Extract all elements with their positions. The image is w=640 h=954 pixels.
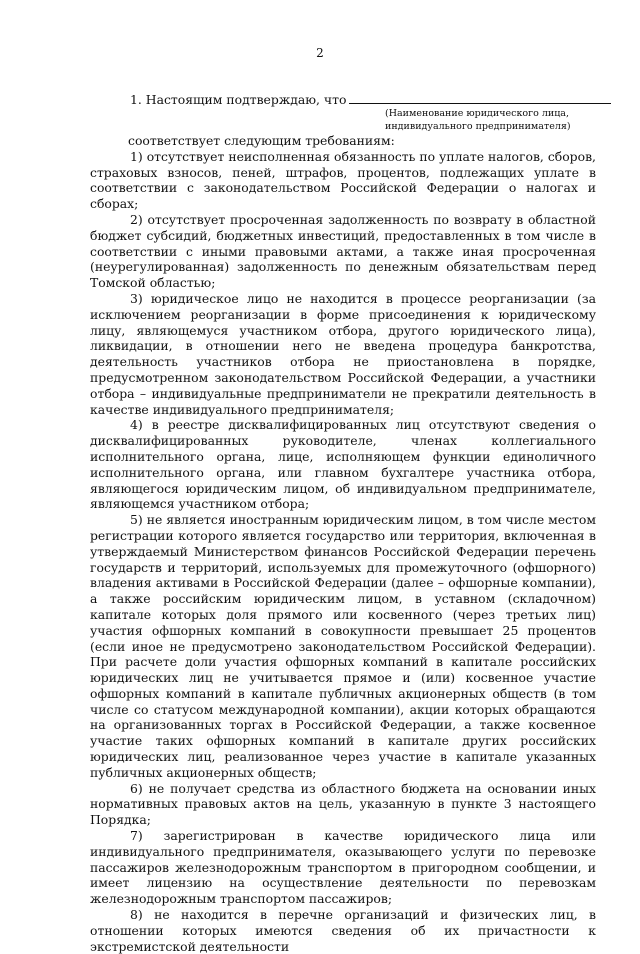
requirement-item-5 xyxy=(90,512,596,781)
requirement-item-2 xyxy=(90,212,596,291)
requirement-item-3 xyxy=(90,291,596,417)
requirement-item-8 xyxy=(90,907,596,954)
item-text: в реестре дисквалифицированных лиц отсутствуют сведения о дисквалифицированных руководителе, членах коллегиального исполнительного органа, лице, исполняющем функции единоличного исполнительного органа, или главном бухгалтере участника отбора, являющегося юридическим лицом, об индивидуальном предпринимателе, являющемся участником отбора; xyxy=(90,417,596,512)
requirement-item-1 xyxy=(90,149,596,212)
item-number: 1) xyxy=(130,148,143,164)
caption-line-2: индивидуального предпринимателя) xyxy=(385,121,571,132)
requirement-item-4 xyxy=(90,417,596,512)
item-number: 4) xyxy=(130,417,143,433)
item-number: 8) xyxy=(130,907,143,923)
item-text: отсутствует просроченная задолженность по возврату в областной бюджет субсидий, бюджетных инвестиций, предоставленных в том числе в соответствии с иными правовыми актами, а также иная просроченная (неурегулированная) задолженность по денежным обязательствам перед Томской областью; xyxy=(90,211,596,291)
requirements-body xyxy=(90,133,596,954)
item-number: 3) xyxy=(130,290,143,306)
requirement-item-7 xyxy=(90,828,596,907)
requirement-item-6 xyxy=(90,781,596,828)
requirements-lead: соответствует следующим требованиям: xyxy=(128,133,395,148)
intro-text: 1. Настоящим подтверждаю, что xyxy=(130,92,347,107)
item-number: 5) xyxy=(130,512,143,528)
item-text: не является иностранным юридическим лицом, в том числе местом регистрации которого является государство или территория, включенная в утверждаемый Министерством финансов Российской Федерации перечень государств и территорий, используемых для промежуточного (офшорного) владения активами в Российской Федерации (далее – офшорные компании), а также российским юридическим лицом, в уставном (складочном) капитале которых доля прямого или косвенного (через третьих лиц) участия офшорных компаний в совокупности превышает 25 процентов (если иное не предусмотрено законодательством Российской Федерации). При расчете доли участия офшорных компаний в капитале российских юридических лиц не учитывается прямое и (или) косвенное участие офшорных компаний в капитале публичных акционерных обществ (в том числе со статусом международной компании), акции которых обращаются на организованных торгах в Российской Федерации, а также косвенное участие таких офшорных компаний в капитале других российских юридических лиц, реализованное через участие в капитале указанных публичных акционерных обществ; xyxy=(90,512,596,780)
item-text: не находится в перечне организаций и физических лиц, в отношении которых имеются сведения об их причастности к экстремистской деятельности xyxy=(90,907,596,954)
item-text: юридическое лицо не находится в процессе реорганизации (за исключением реорганизации в форме присоединения к юридическому лицу, являющемуся участником отбора, другого юридического лица), ликвидации, в отношении него не введена процедура банкротства, деятельность участников отбора не приостановлена в порядке, предусмотренном законодательством Российской Федерации, а участники отбора – индивидуальные предприниматели не прекратили деятельность в качестве индивидуального предпринимателя; xyxy=(90,290,596,417)
item-number: 7) xyxy=(130,828,143,844)
caption-line-1: (Наименование юридического лица, xyxy=(385,108,569,119)
item-number: 2) xyxy=(130,211,143,227)
item-text: зарегистрирован в качестве юридического лица или индивидуального предпринимателя, оказывающего услуги по перевозке пассажиров железнодорожным транспортом в пригородном сообщении, и имеет лицензию на осуществление деятельности по перевозкам железнодорожным транспортом пассажиров; xyxy=(90,828,596,907)
page-number: 2 xyxy=(316,46,324,60)
blank-caption xyxy=(385,107,585,133)
organization-name-blank xyxy=(349,92,611,104)
intro-line xyxy=(130,92,600,107)
item-text: отсутствует неисполненная обязанность по уплате налогов, сборов, страховых взносов, пеней, штрафов, процентов, подлежащих уплате в соответствии с законодательством Российской Федерации о налогах и сборах; xyxy=(90,148,596,212)
item-text: не получает средства из областного бюджета на основании иных нормативных правовых актов на цель, указанную в пункте 3 настоящего Порядка; xyxy=(90,780,596,828)
item-number: 6) xyxy=(130,780,143,796)
